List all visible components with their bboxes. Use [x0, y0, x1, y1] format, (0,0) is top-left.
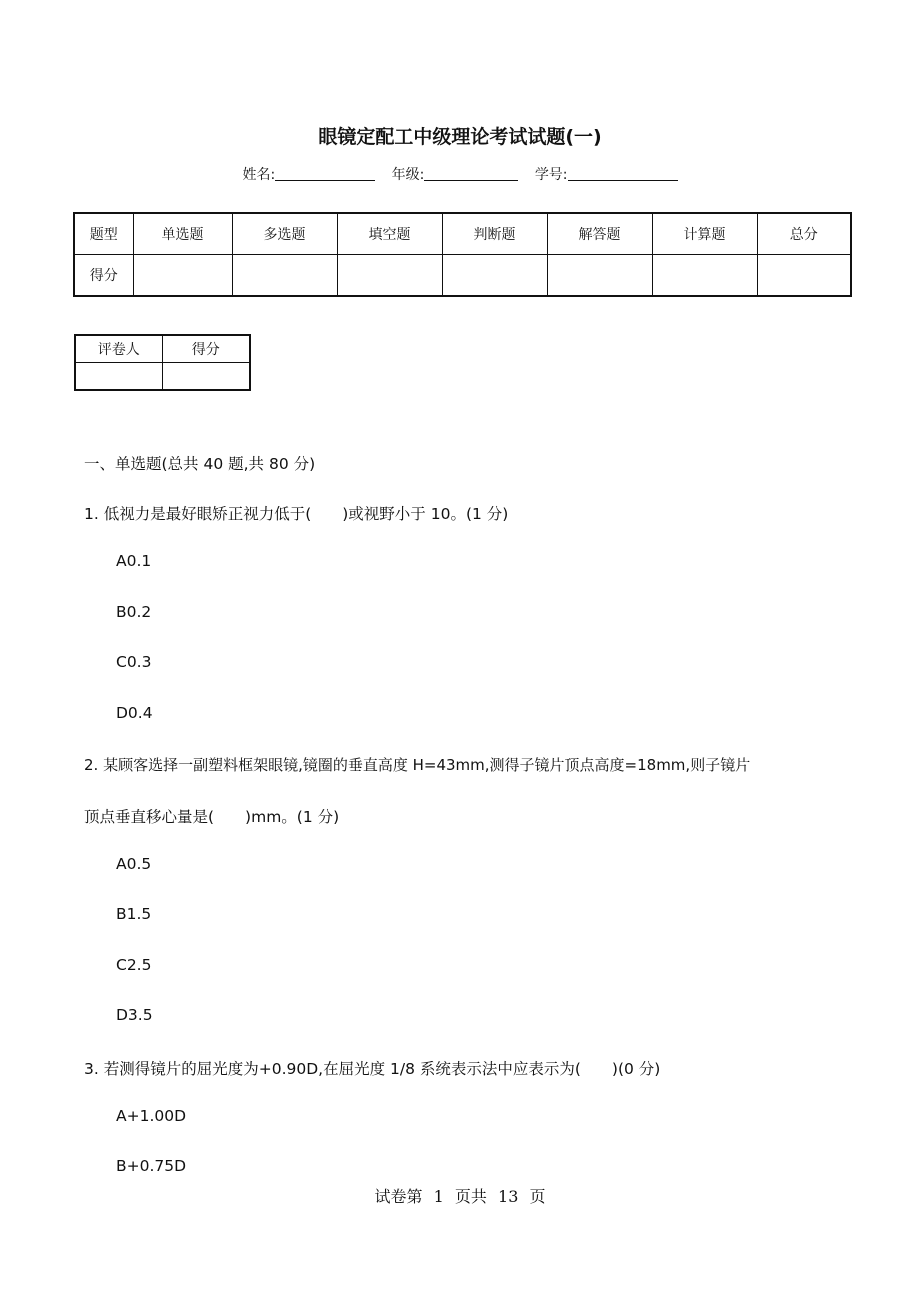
grade-label: 年级: — [391, 167, 425, 183]
question-1-option-c: C0.3 — [116, 653, 152, 671]
row-label: 得分 — [74, 255, 133, 297]
name-label: 姓名: — [242, 167, 276, 183]
page-footer — [0, 1184, 920, 1207]
id-field — [535, 167, 678, 183]
score-cell — [337, 255, 442, 297]
score-cell — [133, 255, 232, 297]
student-info — [0, 164, 920, 184]
grader-table — [74, 334, 251, 391]
score-cell — [547, 255, 652, 297]
header-cell: 题型 — [74, 213, 133, 255]
footer-prefix: 试卷第 — [374, 1187, 423, 1206]
header-cell: 判断题 — [442, 213, 547, 255]
question-2-text-continued: 顶点垂直移心量是( )mm。(1 分) — [84, 808, 340, 826]
score-cell — [232, 255, 337, 297]
page-title: 眼镜定配工中级理论考试试题(一) — [318, 126, 602, 148]
question-1-option-b: B0.2 — [116, 603, 152, 621]
question-2-option-b: B1.5 — [116, 905, 152, 923]
header-cell: 单选题 — [133, 213, 232, 255]
header-cell: 解答题 — [547, 213, 652, 255]
question-1-option-a: A0.1 — [116, 552, 152, 570]
name-blank — [275, 166, 375, 181]
grader-header-cell: 评卷人 — [75, 335, 162, 363]
grader-table-header — [75, 335, 250, 363]
question-2-option-a: A0.5 — [116, 855, 152, 873]
question-3-option-a: A+1.00D — [116, 1107, 187, 1125]
header-cell: 多选题 — [232, 213, 337, 255]
question-1-option-d: D0.4 — [116, 704, 153, 722]
grader-cell — [162, 363, 250, 391]
question-2-option-d: D3.5 — [116, 1006, 153, 1024]
header-cell: 计算题 — [652, 213, 757, 255]
question-2-text: 2. 某顾客选择一副塑料框架眼镜,镜圈的垂直高度 H=43mm,测得子镜片顶点高度=18mm,则子镜片 — [84, 756, 751, 774]
footer-total-pages: 13 — [498, 1187, 519, 1206]
footer-page-number: 1 — [433, 1187, 444, 1206]
score-cell — [442, 255, 547, 297]
footer-middle: 页共 — [454, 1187, 487, 1206]
id-label: 学号: — [534, 167, 568, 183]
grade-blank — [424, 166, 518, 181]
section-heading: 一、单选题(总共 40 题,共 80 分) — [84, 455, 316, 473]
grade-field — [392, 167, 523, 183]
score-cell — [652, 255, 757, 297]
score-cell — [757, 255, 851, 297]
question-1-text: 1. 低视力是最好眼矫正视力低于( )或视野小于 10。(1 分) — [84, 505, 509, 523]
header-cell: 填空题 — [337, 213, 442, 255]
footer-suffix: 页 — [529, 1187, 546, 1206]
question-3-text: 3. 若测得镜片的屈光度为+0.90D,在屈光度 1/8 系统表示法中应表示为( )(0 分) — [84, 1060, 661, 1078]
grader-cell — [75, 363, 162, 391]
score-table-row — [74, 255, 851, 297]
question-3-option-b: B+0.75D — [116, 1157, 187, 1175]
question-2-option-c: C2.5 — [116, 956, 152, 974]
header-cell: 总分 — [757, 213, 851, 255]
name-field — [242, 167, 379, 183]
grader-header-cell: 得分 — [162, 335, 250, 363]
id-blank — [568, 166, 678, 181]
score-table — [73, 212, 852, 297]
grader-table-row — [75, 363, 250, 391]
score-table-header — [74, 213, 851, 255]
